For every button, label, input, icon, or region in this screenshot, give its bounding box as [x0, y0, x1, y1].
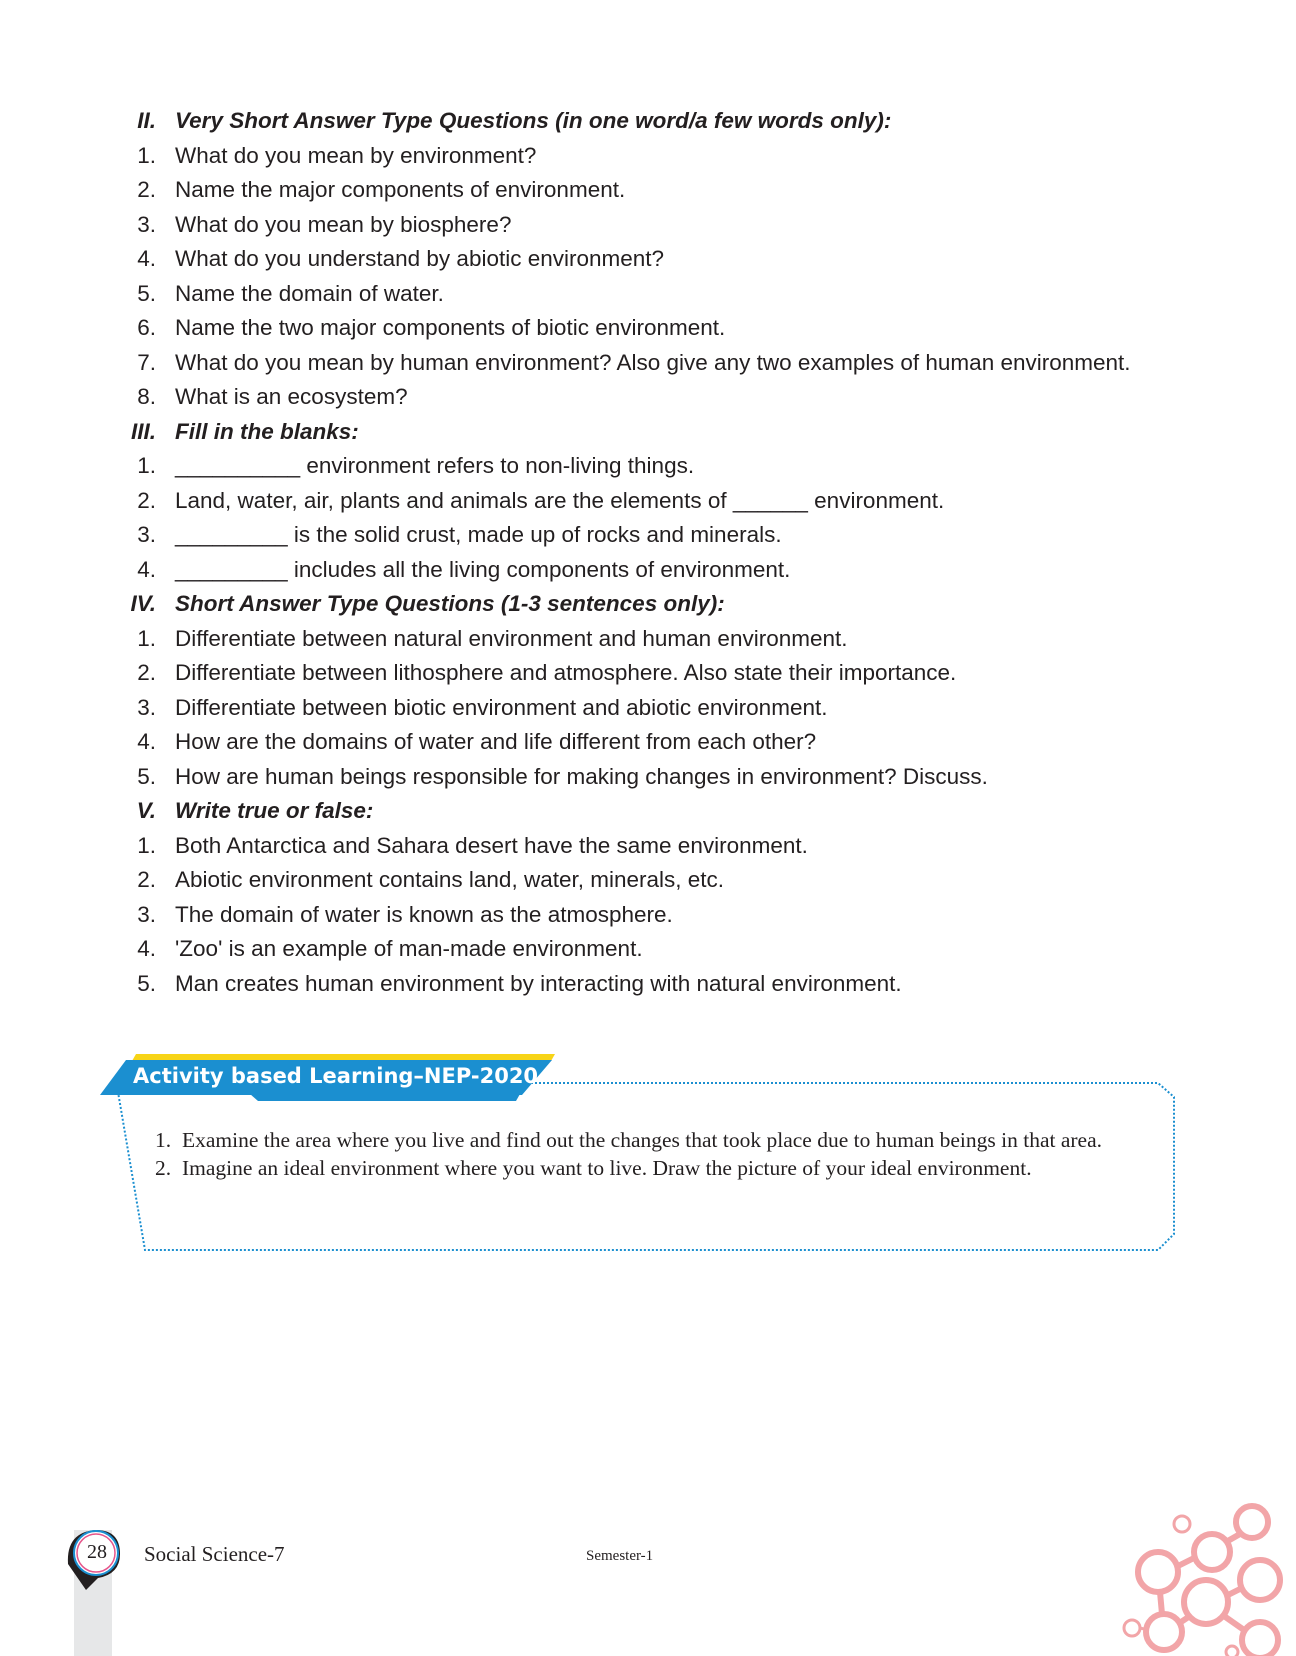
question-number: 2. [137, 487, 156, 513]
section-heading-text: Very Short Answer Type Questions (in one word/a few words only): [175, 108, 892, 133]
question-text: Both Antarctica and Sahara desert have the same environment. [175, 832, 808, 858]
question-number: 1. [137, 142, 156, 168]
question-number: 6. [137, 315, 156, 340]
page-number: 28 [87, 1541, 107, 1563]
question-number: 4. [137, 729, 156, 754]
question-text: What is an ecosystem? [175, 384, 408, 409]
section-roman-numeral: IV. [130, 591, 156, 616]
question-number: 4. [137, 556, 156, 582]
question-text: _________ includes all the living components of environment. [175, 556, 791, 582]
question-text: Name the major components of environment. [175, 177, 626, 202]
question-item [0, 760, 1296, 795]
section-heading [0, 415, 1296, 450]
question-text: Name the two major components of biotic environment. [175, 315, 726, 340]
question-text: How are human beings responsible for making changes in environment? Discuss. [175, 763, 988, 789]
section-roman-numeral: V. [136, 798, 156, 823]
question-item [0, 277, 1296, 312]
decorative-molecule-graphic [1120, 1500, 1296, 1656]
question-number: 3. [137, 694, 156, 720]
activity-item [155, 1126, 1170, 1154]
semester-label: Semester-1 [586, 1548, 654, 1564]
question-item [0, 139, 1296, 174]
question-item [0, 829, 1296, 864]
activity-box [100, 1050, 1180, 1258]
question-number: 8. [137, 384, 156, 409]
activity-item-text: Examine the area where you live and find out the changes that took place due to human beings in that area. [182, 1128, 1102, 1152]
question-number: 2. [137, 660, 156, 685]
question-text: Differentiate between lithosphere and atmosphere. Also state their importance. [175, 660, 957, 685]
section-heading [0, 794, 1296, 829]
question-text: 'Zoo' is an example of man-made environment. [175, 936, 643, 961]
question-number: 5. [137, 763, 156, 789]
question-item [0, 691, 1296, 726]
question-item [0, 484, 1296, 519]
question-item [0, 898, 1296, 933]
question-text: __________ environment refers to non-living things. [175, 453, 695, 478]
question-number: 1. [137, 453, 156, 478]
question-text: _________ is the solid crust, made up of rocks and minerals. [175, 522, 782, 547]
section-roman-numeral: II. [137, 108, 156, 133]
question-number: 3. [137, 211, 156, 237]
question-text: How are the domains of water and life different from each other? [175, 729, 817, 754]
question-number: 5. [137, 280, 156, 306]
question-item [0, 622, 1296, 657]
question-item [0, 242, 1296, 277]
section-heading [0, 104, 1296, 139]
question-number: 4. [137, 936, 156, 961]
question-item [0, 173, 1296, 208]
section-heading-text: Write true or false: [175, 798, 374, 823]
question-item [0, 553, 1296, 588]
section-heading-text: Fill in the blanks: [175, 418, 359, 444]
question-number: 3. [137, 901, 156, 927]
question-item [0, 656, 1296, 691]
question-number: 3. [137, 522, 156, 547]
question-item [0, 518, 1296, 553]
question-number: 5. [137, 970, 156, 996]
activity-list [155, 1126, 1170, 1182]
question-number: 4. [137, 246, 156, 271]
question-number: 1. [137, 625, 156, 651]
activity-item-number: 1. [155, 1128, 172, 1152]
question-number: 1. [137, 832, 156, 858]
activity-title: Activity based Learning–NEP-2020 [133, 1064, 539, 1088]
question-number: 2. [137, 177, 156, 202]
question-text: The domain of water is known as the atmosphere. [175, 901, 673, 927]
question-text: Differentiate between biotic environment and abiotic environment. [175, 694, 828, 720]
question-item [0, 346, 1296, 381]
question-item [0, 932, 1296, 967]
question-item [0, 208, 1296, 243]
book-title: Social Science-7 [144, 1542, 285, 1566]
question-text: What do you mean by environment? [175, 142, 537, 168]
activity-item-text: Imagine an ideal environment where you want to live. Draw the picture of your ideal environment. [182, 1156, 1032, 1180]
section-heading-text: Short Answer Type Questions (1-3 sentences only): [175, 591, 725, 616]
question-text: What do you mean by human environment? Also give any two examples of human environment. [175, 349, 1131, 375]
question-text: Abiotic environment contains land, water, minerals, etc. [175, 867, 725, 892]
question-item [0, 311, 1296, 346]
question-text: What do you understand by abiotic environment? [175, 246, 665, 271]
question-item [0, 863, 1296, 898]
question-text: Land, water, air, plants and animals are the elements of ______ environment. [175, 487, 945, 513]
question-text: Man creates human environment by interacting with natural environment. [175, 970, 902, 996]
question-text: What do you mean by biosphere? [175, 211, 512, 237]
activity-item [155, 1154, 1170, 1182]
section-heading [0, 587, 1296, 622]
question-item [0, 725, 1296, 760]
question-item [0, 380, 1296, 415]
question-text: Name the domain of water. [175, 280, 444, 306]
activity-item-number: 2. [155, 1156, 172, 1180]
section-roman-numeral: III. [130, 418, 156, 444]
question-sections [0, 104, 1296, 1001]
question-item [0, 967, 1296, 1002]
question-text: Differentiate between natural environment and human environment. [175, 625, 848, 651]
question-number: 2. [137, 867, 156, 892]
question-item [0, 449, 1296, 484]
question-number: 7. [137, 349, 156, 375]
